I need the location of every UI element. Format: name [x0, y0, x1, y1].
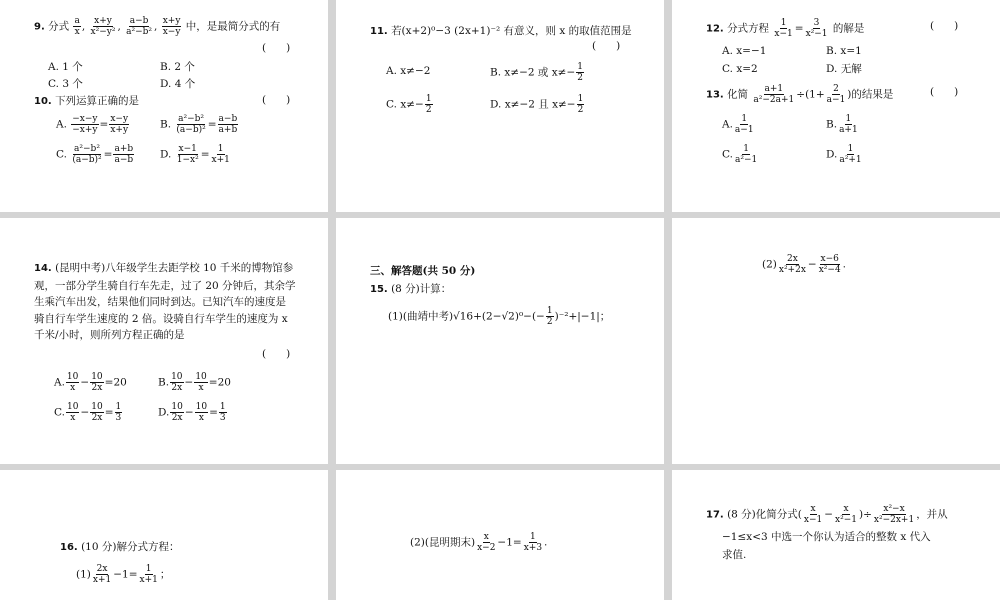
q12-option-c: C. x=2: [722, 63, 758, 75]
panel-q15-part2: [672, 218, 1000, 464]
q13-option-b: B. $\frac{1}{a+1}$: [826, 114, 858, 135]
q17-line-1: 17. (8 分)化简分式( $\frac{x}{x-1}$ − $\frac{x}{\text{x²−1}}$ )÷ $\frac{\text{x²−x}}{\text{x²−2x+1}}$ ，并从: [706, 504, 948, 525]
q10-line: [34, 94, 139, 109]
q11-option-d: D. x≠−2 且 x≠− $\frac{1}{2}$: [490, 94, 584, 115]
q15-text: (8 分)计算：: [391, 283, 452, 295]
q11-text: 若(x+2)⁰−3 (2x+1)⁻² 有意义，则 x 的取值范围是: [391, 25, 632, 37]
q14-text: (昆明中考)八年级学生去距学校 10 千米的博物馆参观，一部分学生骑自行车先走，过了 20 分钟后，其余学生乘汽车出发，结果他们同时到达。已知汽车的速度是骑自行车学生速度的 2 倍。设骑自行车学生的速度为 x 千米/小时，则所列方程正确的是: [34, 262, 296, 341]
q9-line: 9. 分式 $\frac{a}{x}$ , $\frac{x+y}{\text{x²−y²}}$ , $\frac{a-b}{\text{a²−b²}}$ , $\frac{x+y}{x-y}$ 中，是最简分式的有: [34, 16, 281, 37]
q13-line: 13. 化简 $\frac{a+1}{\text{a²−2a+1}}$ ÷(1+ $\frac{2}{a-1}$ )的结果是: [706, 84, 894, 105]
panel-q14: [0, 218, 328, 464]
q9-option-b: B. 2 个: [160, 61, 195, 73]
q15-part-2: (2) $\frac{2x}{\text{x²+2x}}$ − $\frac{x-6}{\text{x²−4}}$ .: [762, 254, 847, 275]
q16-part-2: (2)(昆明期末) $\frac{x}{x-2}$ −1= $\frac{1}{x+3}$ .: [410, 532, 548, 553]
q13-option-c: C. $\frac{1}{\text{a²−1}}$: [722, 144, 758, 165]
q10-answer-paren: ( ): [262, 94, 291, 106]
q11-answer-paren: ( ): [592, 40, 621, 52]
q11-line: [370, 24, 632, 39]
section-heading: 三、解答题(共 50 分): [370, 265, 476, 277]
q9-fraction-3: $\frac{a-b}{\text{a²−b²}}$: [126, 16, 153, 37]
q10-option-b: B. $\frac{\text{a²−b²}}{\text{(a−b)²}}$ = $\frac{a-b}{a+b}$: [160, 114, 238, 135]
q9-option-d: D. 4 个: [160, 78, 196, 90]
q12-option-d: D. 无解: [826, 63, 862, 75]
q14-paragraph: [34, 260, 296, 344]
q9-answer-paren: ( ): [262, 42, 291, 54]
q10-text: 下列运算正确的是: [55, 95, 140, 107]
q14-option-a: A. $\frac{10}{x}$ − $\frac{10}{2x}$ =20: [54, 372, 127, 393]
q16-text: (10 分)解分式方程：: [81, 541, 180, 553]
q9-fraction-4: $\frac{x+y}{x-y}$: [162, 16, 181, 37]
q15-number: 15.: [370, 284, 388, 295]
q16-part-1: (1) $\frac{2x}{x+1}$ −1= $\frac{1}{x+1}$ ；: [76, 564, 171, 585]
panel-q15: [336, 218, 664, 464]
panel-q16-part2: [336, 470, 664, 600]
q17-line-3: 求值.: [722, 549, 747, 561]
q13-answer-paren: ( ): [930, 86, 959, 98]
q9-fraction-2: $\frac{x+y}{\text{x²−y²}}$: [90, 16, 116, 37]
q12-number: 12.: [706, 23, 724, 35]
q9-option-c: C. 3 个: [48, 78, 83, 90]
q14-option-c: C. $\frac{10}{x}$ − $\frac{10}{2x}$ = $\frac{1}{3}$: [54, 402, 122, 423]
q16-line: [60, 540, 179, 555]
q14-option-b: B. $\frac{10}{2x}$ − $\frac{10}{x}$ =20: [158, 372, 231, 393]
panel-q16: [0, 470, 328, 600]
q10-option-c: C. $\frac{\text{a²−b²}}{\text{(a−b)²}}$ = $\frac{a+b}{a-b}$: [56, 144, 134, 165]
q15-part-1: (1)(曲靖中考)√16+(2−√2)⁰−(− $\frac{1}{2}$ )⁻²+|−1|；: [388, 306, 611, 327]
q9-prefix: 分式: [48, 20, 70, 33]
panel-q11: [336, 0, 664, 212]
q11-option-c: C. x≠− $\frac{1}{2}$: [386, 94, 432, 115]
panel-q9-q10: [0, 0, 328, 212]
q14-number: 14.: [34, 263, 52, 274]
q10-option-a: A. $\frac{-x-y}{-x+y}$ = $\frac{x-y}{x+y}$: [56, 114, 129, 135]
q12-option-a: A. x=−1: [722, 45, 767, 57]
q14-option-d: D. $\frac{10}{2x}$ − $\frac{10}{x}$ = $\frac{1}{3}$: [158, 402, 226, 423]
q16-number: 16.: [60, 542, 78, 553]
q17-line-2: −1≤x<3 中选一个你认为适合的整数 x 代入: [722, 531, 931, 543]
q9-fraction-1: $\frac{a}{x}$: [74, 16, 80, 37]
q12-answer-paren: ( ): [930, 20, 959, 32]
q12-line: 12. 分式方程 $\frac{1}{x-1}$ = $\frac{3}{\text{x²−1}}$ 的解是: [706, 18, 865, 39]
q9-option-a: A. 1 个: [48, 61, 83, 73]
q9-suffix: 中，是最简分式的有: [185, 20, 281, 33]
panel-q17: [672, 470, 1000, 600]
q13-option-a: A. $\frac{1}{a-1}$: [722, 114, 754, 135]
panel-q12-q13: [672, 0, 1000, 212]
q10-option-d: D. $\frac{x-1}{\text{1−x²}}$ = $\frac{1}{x+1}$: [160, 144, 230, 165]
q11-option-b: B. x≠−2 或 x≠− $\frac{1}{2}$: [490, 62, 584, 83]
q9-number: 9.: [34, 21, 45, 33]
q14-answer-paren: ( ): [262, 348, 291, 360]
q11-option-a: A. x≠−2: [386, 65, 431, 77]
q13-option-d: D. $\frac{1}{\text{a²+1}}$: [826, 144, 862, 165]
q13-number: 13.: [706, 89, 724, 101]
q11-number: 11.: [370, 26, 388, 37]
q12-option-b: B. x=1: [826, 45, 862, 57]
q17-number: 17.: [706, 509, 724, 521]
q15-line: [370, 282, 451, 297]
q10-number: 10.: [34, 96, 52, 107]
